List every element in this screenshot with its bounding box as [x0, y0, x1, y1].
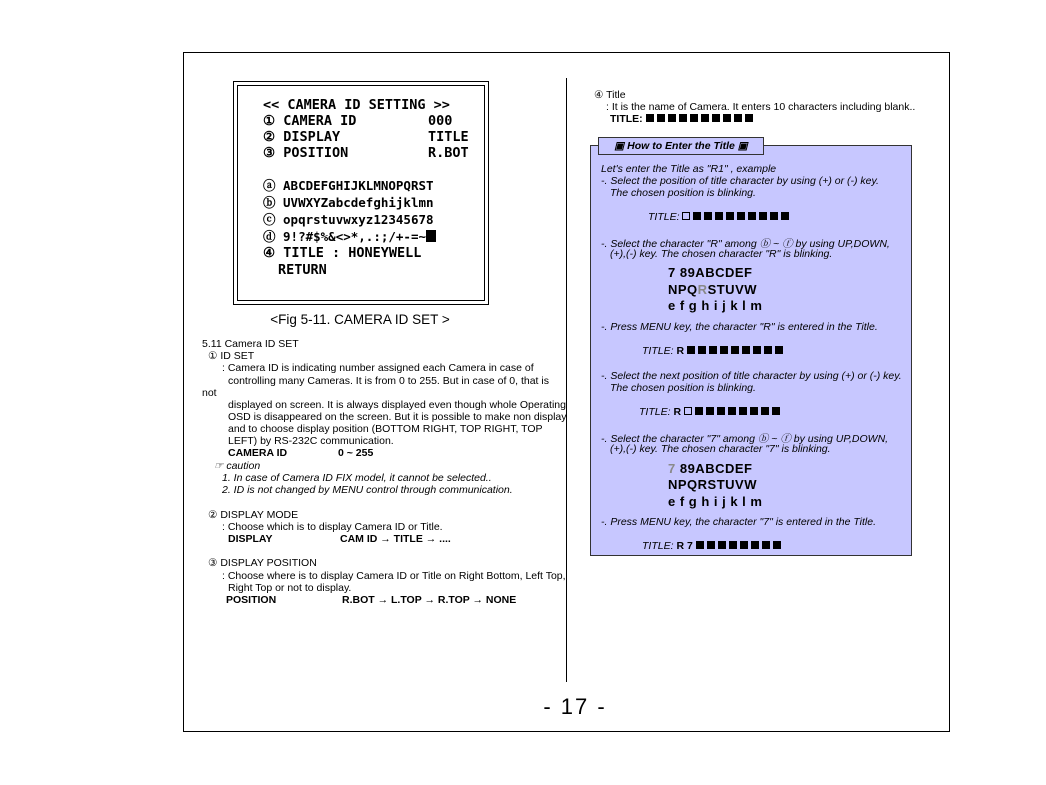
square-icon: [748, 212, 756, 220]
osd-charset-b: ⓑ UVWXYZabcdefghijklmn: [263, 195, 434, 210]
square-icon: [687, 346, 695, 354]
square-icon: [668, 114, 676, 122]
blinking-char: R: [697, 282, 708, 297]
caution-label: ☞ caution: [214, 460, 261, 472]
title-label: TITLE:: [642, 345, 674, 357]
title-example-row: [639, 406, 783, 418]
square-icon: [657, 114, 665, 122]
square-icon: [751, 541, 759, 549]
char-grid-text: NPQ: [668, 282, 698, 297]
osd-row-display: [263, 129, 469, 145]
step-text: (+),(-) key. The chosen character "7" is blinking.: [610, 443, 831, 455]
id-set-line: : Camera ID is indicating number assigned each Camera in case of: [222, 362, 534, 374]
step-text: -. Select the character "R" among ⓑ ~ ⓕ by using UP,DOWN,: [601, 238, 890, 250]
id-set-line: controlling many Cameras. It is from 0 to 255. But in case of 0, that is: [228, 375, 549, 387]
square-icon: [720, 346, 728, 354]
title-squares-row: [610, 113, 756, 125]
square-icon: [693, 212, 701, 220]
title-label: TITLE:: [639, 406, 671, 418]
display-spec-label: DISPLAY: [228, 533, 273, 545]
title-label: TITLE:: [642, 540, 674, 552]
camera-id-spec-value: 0 ~ 255: [338, 447, 374, 459]
position-spec-value: R.BOT → L.TOP → R.TOP → NONE: [342, 594, 517, 606]
section-heading: 5.11 Camera ID SET: [202, 338, 299, 350]
id-set-line: and to choose display position (BOTTOM RIGHT, TOP RIGHT, TOP: [228, 423, 543, 435]
osd-charset-d: [263, 227, 436, 245]
step-text: -. Select the position of title character by using (+) or (-) key.: [601, 175, 879, 187]
id-set-heading: ① ID SET: [208, 350, 255, 362]
square-icon: [698, 346, 706, 354]
step-text: Let's enter the Title as "R1" , example: [601, 163, 777, 175]
page-number: - 17 -: [543, 694, 607, 719]
display-mode-line: : Choose which is to display Camera ID or Title.: [222, 521, 443, 533]
osd-row-camera-id: [263, 113, 453, 129]
step-text: -. Select the character "7" among ⓑ ~ ⓕ by using UP,DOWN,: [601, 433, 889, 445]
char-grid-row: e f g h i j k l m: [668, 298, 763, 313]
how-to-panel-title: ▣ How to Enter the Title ▣: [598, 137, 764, 155]
char-grid-row: e f g h i j k l m: [668, 494, 763, 509]
square-icon: [706, 407, 714, 415]
title-example-row: [642, 540, 784, 552]
id-set-line: LEFT) by RS-232C communication.: [228, 435, 394, 447]
entered-chars: R 7: [676, 540, 693, 552]
square-icon: [709, 346, 717, 354]
square-icon: [764, 346, 772, 354]
square-icon: [772, 407, 780, 415]
step-text: (+),(-) key. The chosen character "R" is blinking.: [610, 248, 833, 260]
square-icon: [731, 346, 739, 354]
square-icon: [745, 114, 753, 122]
square-icon: [646, 114, 654, 122]
square-icon: [679, 114, 687, 122]
square-icon: [762, 541, 770, 549]
osd-title: << CAMERA ID SETTING >>: [263, 97, 450, 113]
square-icon: [781, 212, 789, 220]
square-icon: [753, 346, 761, 354]
char-grid-row: 7 89ABCDEF: [668, 265, 753, 280]
column-divider: [566, 78, 567, 682]
title-label: TITLE:: [610, 113, 643, 125]
osd-row-label: ③ POSITION: [263, 145, 349, 161]
square-icon: [723, 114, 731, 122]
display-position-heading: ③ DISPLAY POSITION: [208, 557, 317, 569]
osd-row-label: ① CAMERA ID: [263, 113, 357, 129]
camera-id-spec-label: CAMERA ID: [228, 447, 288, 459]
osd-inner-border: [237, 85, 485, 301]
square-icon: [707, 541, 715, 549]
char-grid-row: [668, 461, 752, 476]
position-spec-label: POSITION: [226, 594, 277, 606]
square-icon: [718, 541, 726, 549]
square-icon: [750, 407, 758, 415]
square-icon: [695, 407, 703, 415]
square-icon: [770, 212, 778, 220]
id-set-line: OSD is disappeared on the screen. But it is possible to make non display: [228, 411, 567, 423]
square-icon: [739, 407, 747, 415]
osd-row-value: R.BOT: [428, 145, 469, 161]
char-grid-text: STUVW: [707, 282, 758, 297]
osd-return: RETURN: [278, 262, 327, 278]
square-icon: [701, 114, 709, 122]
char-grid-row: NPQRSTUVW: [668, 477, 757, 492]
figure-caption: <Fig 5-11. CAMERA ID SET >: [270, 312, 450, 327]
square-icon: [740, 541, 748, 549]
caution-item: 2. ID is not changed by MENU control through communication.: [222, 484, 513, 496]
id-set-line: not: [202, 387, 217, 399]
display-spec-value: CAM ID → TITLE → ....: [340, 533, 451, 545]
camera-id-osd-figure: [233, 81, 489, 305]
display-mode-heading: ② DISPLAY MODE: [208, 509, 299, 521]
step-text: -. Select the next position of title character by using (+) or (-) key.: [601, 370, 902, 382]
osd-row-value: TITLE: [428, 129, 469, 145]
title-heading: ④ Title: [594, 89, 626, 101]
osd-row-value: 000: [428, 113, 453, 129]
osd-charset-c: ⓒ opqrstuvwxyz12345678: [263, 212, 434, 227]
square-icon: [715, 212, 723, 220]
title-example-row: [648, 211, 792, 223]
title-example-row: [642, 345, 786, 357]
osd-charset-d-text: ⓓ 9!?#$%&<>*,.:;/+-=~: [263, 229, 427, 244]
square-icon: [775, 346, 783, 354]
square-icon: [712, 114, 720, 122]
open-square-icon: [682, 212, 690, 220]
square-icon: [717, 407, 725, 415]
osd-row-position: [263, 145, 469, 161]
square-icon: [704, 212, 712, 220]
char-grid-text: 89ABCDEF: [675, 461, 753, 476]
step-text: -. Press MENU key, the character "7" is entered in the Title.: [601, 516, 877, 528]
square-icon: [734, 114, 742, 122]
entered-char: R: [676, 345, 685, 357]
entered-char: R: [673, 406, 682, 418]
step-text: The chosen position is blinking.: [610, 187, 756, 199]
display-position-line: : Choose where is to display Camera ID or Title on Right Bottom, Left Top,: [222, 570, 566, 582]
square-icon: [773, 541, 781, 549]
osd-charset-a: ⓐ ABCDEFGHIJKLMNOPQRST: [263, 178, 434, 193]
step-text: -. Press MENU key, the character "R" is entered in the Title.: [601, 321, 878, 333]
id-set-line: displayed on screen. It is always displayed even though whole Operating: [228, 399, 566, 411]
square-icon: [729, 541, 737, 549]
osd-row-label: ② DISPLAY: [263, 129, 341, 145]
square-icon: [742, 346, 750, 354]
cursor-block-icon: [426, 230, 436, 242]
square-icon: [761, 407, 769, 415]
caution-item: 1. In case of Camera ID FIX model, it cannot be selected..: [222, 472, 492, 484]
title-description: : It is the name of Camera. It enters 10 characters including blank..: [606, 101, 916, 113]
square-icon: [759, 212, 767, 220]
square-icon: [696, 541, 704, 549]
blinking-char: 7: [668, 461, 676, 476]
char-grid-row: [668, 282, 757, 297]
open-square-icon: [684, 407, 692, 415]
square-icon: [737, 212, 745, 220]
square-icon: [690, 114, 698, 122]
square-icon: [728, 407, 736, 415]
step-text: The chosen position is blinking.: [610, 382, 756, 394]
square-icon: [726, 212, 734, 220]
title-label: TITLE:: [648, 211, 680, 223]
display-position-line: Right Top or not to display.: [228, 582, 352, 594]
osd-title-line: ④ TITLE : HONEYWELL: [263, 245, 422, 261]
